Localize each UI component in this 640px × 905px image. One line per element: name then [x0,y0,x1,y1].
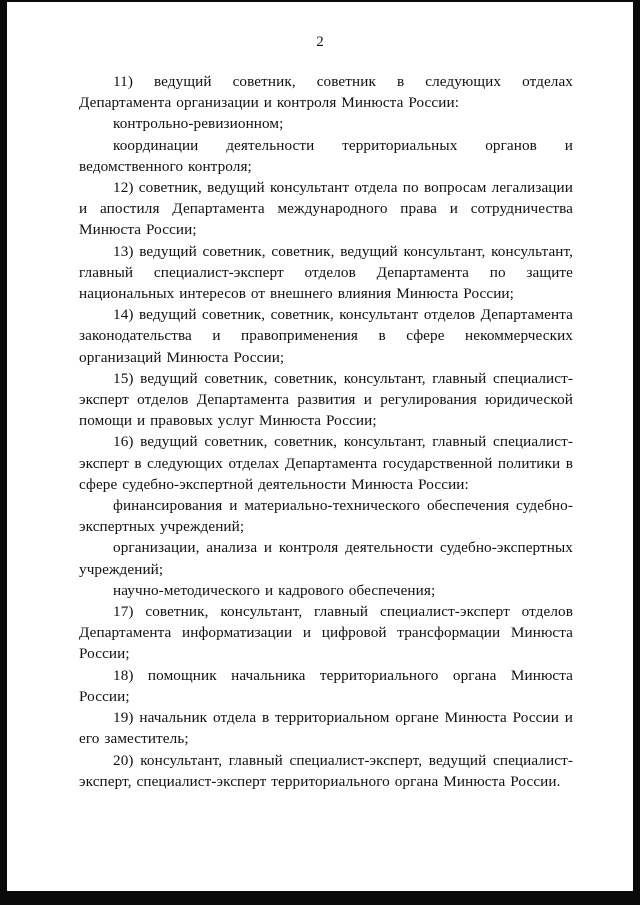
paragraph-item-11: 11) ведущий советник, советник в следующих отделах Департамента организации и контроля Минюста России: [79,73,573,112]
paragraph-subitem: контрольно-ревизионном; [113,115,284,133]
paragraph-item-16: 16) ведущий советник, советник, консультант, главный специалист-эксперт в следующих отделах Департамента государственной политики в сфере судебно-экспертной деятельности Минюста России: [79,433,573,493]
paragraph-subitem: координации деятельности территориальных органов и ведомственного контроля; [79,136,573,175]
paragraph-item-17: 17) советник, консультант, главный специалист-эксперт отделов Департамента информатизации и цифровой трансформации Минюста России; [79,603,573,663]
paragraph-item-12: 12) советник, ведущий консультант отдела по вопросам легализации и апостиля Департамента международного права и сотрудничества Минюста России; [79,179,573,239]
paragraph-item-13: 13) ведущий советник, советник, ведущий консультант, консультант, главный специалист-эксперт отделов Департамента по защите национальных интересов от внешнего влияния Минюста России; [79,242,573,303]
paragraph-item-19: 19) начальник отдела в территориальном органе Минюста России и его заместитель; [79,709,573,748]
paragraph-item-20: 20) консультант, главный специалист-эксперт, ведущий специалист-эксперт, специалист-эксперт территориального органа Минюста России. [79,751,573,790]
document-body [7,71,633,792]
paragraph-item-14: 14) ведущий советник, советник, консультант отделов Департамента законодательства и правоприменения в сфере некоммерческих организаций Минюста России; [79,306,573,366]
paragraph-subitem: организации, анализа и контроля деятельности судебно-экспертных учреждений; [79,539,573,578]
paragraph-item-18: 18) помощник начальника территориального органа Минюста России; [79,666,573,705]
paragraph-subitem: финансирования и материально-технического обеспечения судебно-экспертных учреждений; [79,497,573,536]
paragraph-item-15: 15) ведущий советник, советник, консультант, главный специалист-эксперт отделов Департамента развития и регулирования юридической помощи и правовых услуг Минюста России; [79,369,573,430]
document-page [7,2,633,891]
page-number: 2 [316,34,324,50]
paragraph-subitem: научно-методического и кадрового обеспечения; [113,581,436,599]
